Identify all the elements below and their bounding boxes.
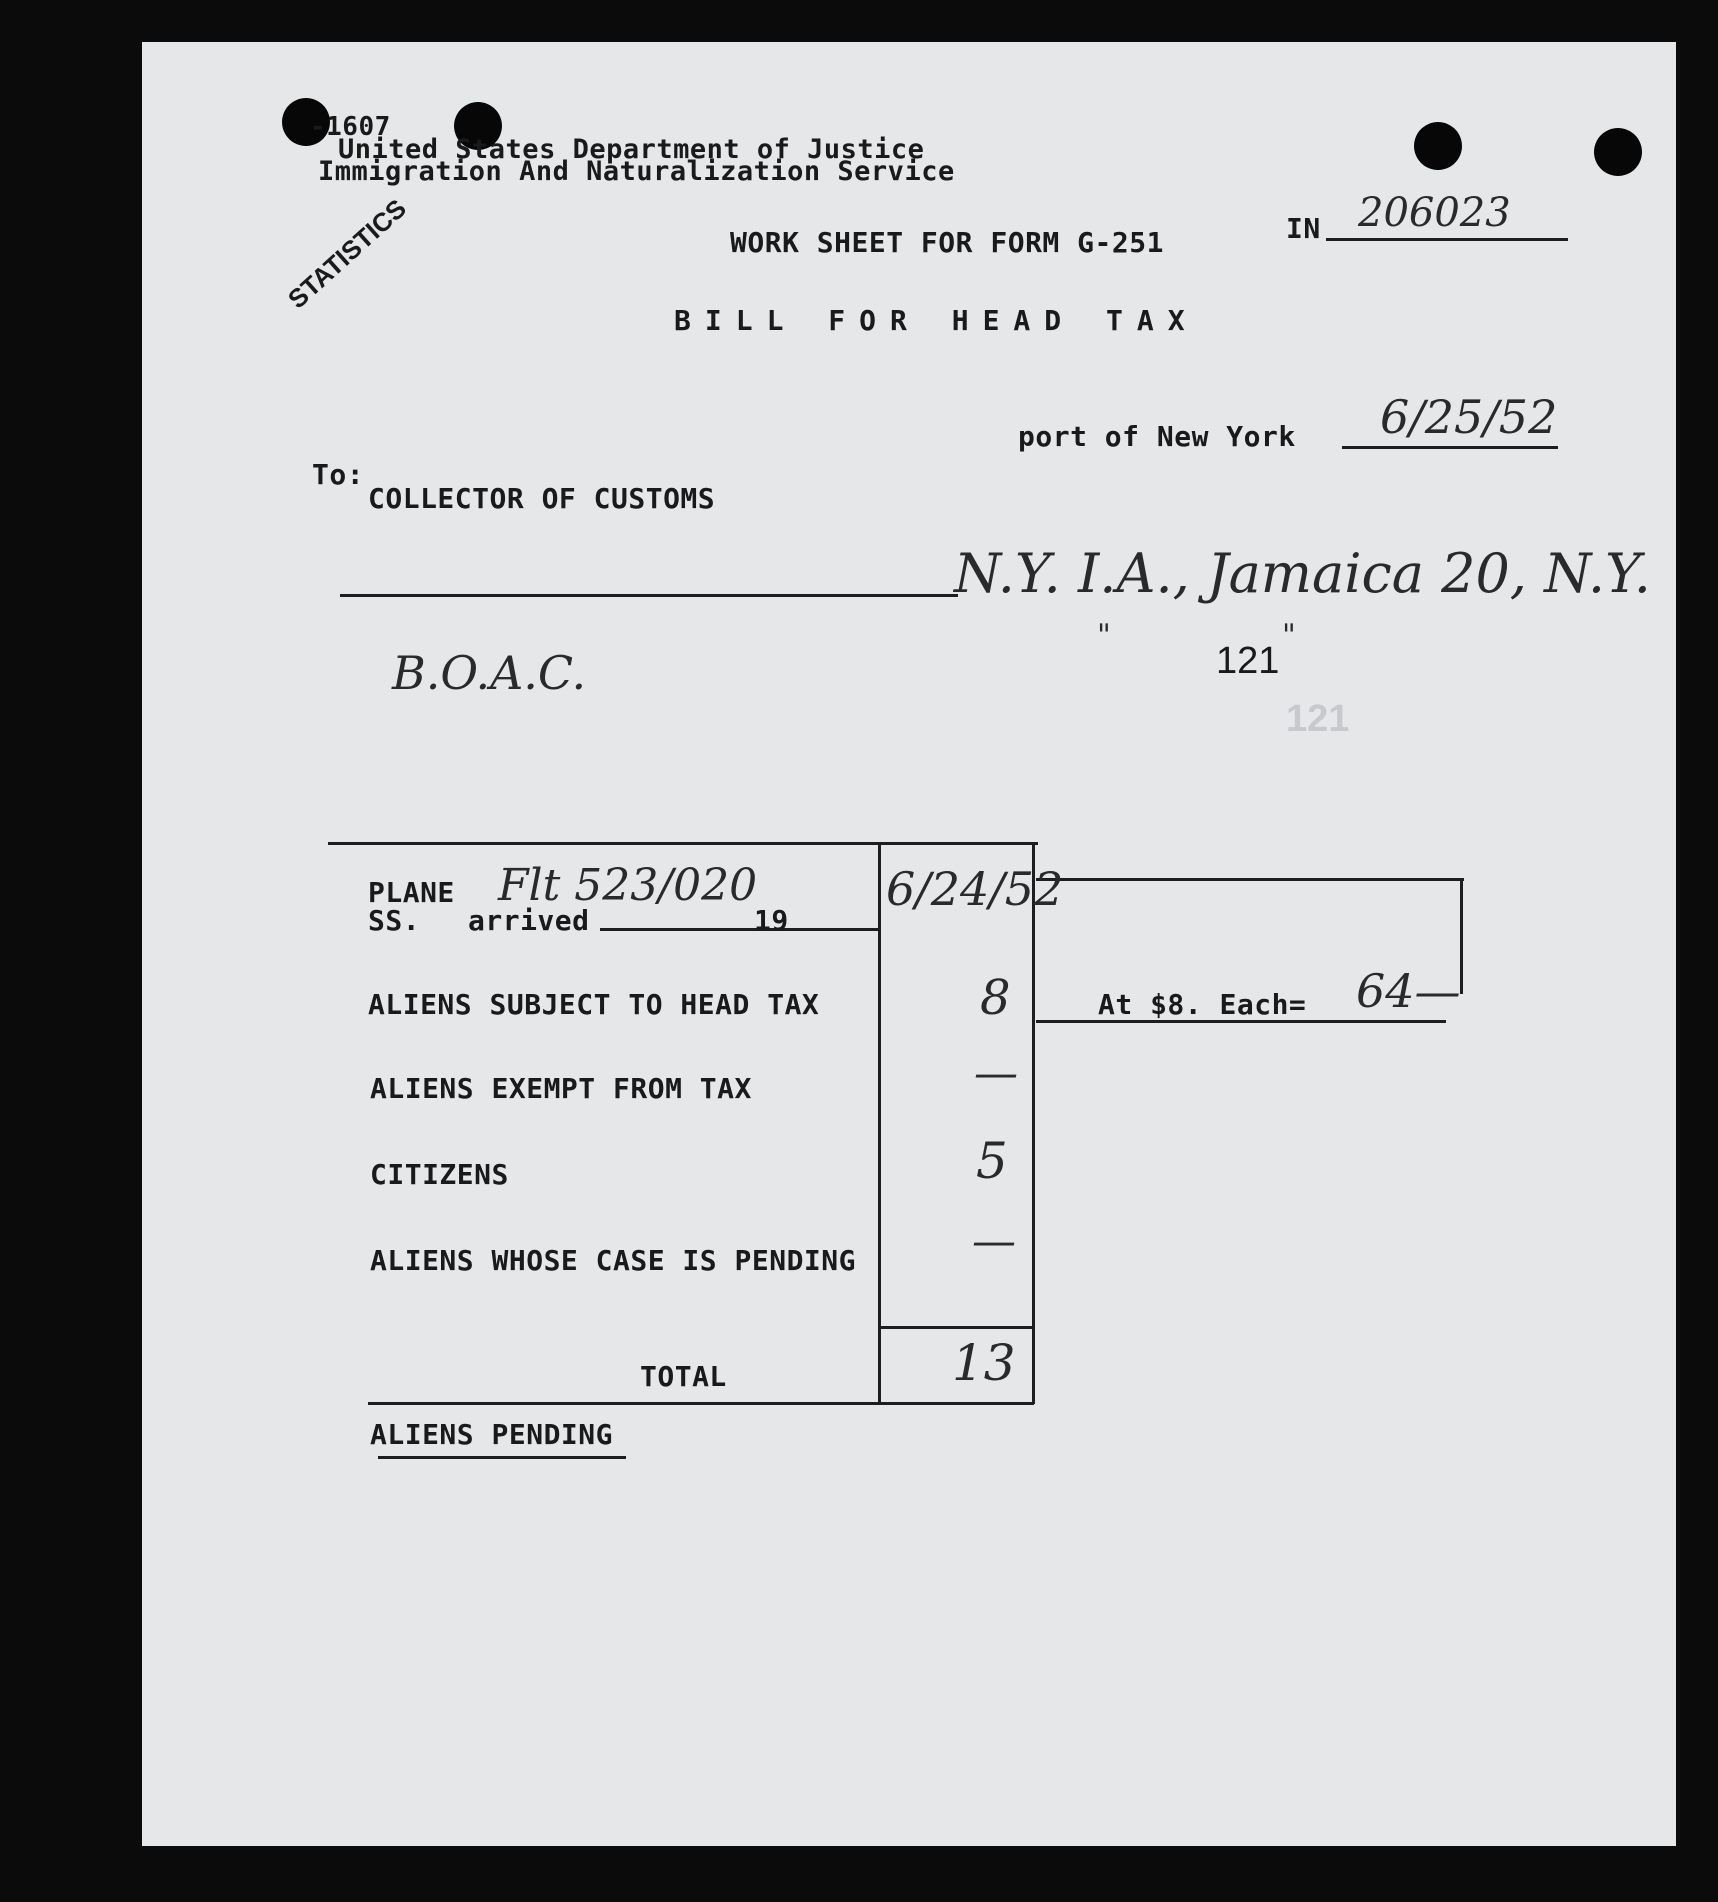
- service-name: Immigration And Naturalization Service: [318, 156, 955, 187]
- row-label-pending-cases: ALIENS WHOSE CASE IS PENDING: [370, 1244, 857, 1277]
- row-value-pending-cases: —: [972, 1216, 1016, 1267]
- faint-district-number: 121: [1286, 698, 1350, 740]
- total-label: TOTAL: [640, 1360, 727, 1393]
- bill-number-value: 206023: [1358, 190, 1511, 236]
- aliens-pending-label: ALIENS PENDING: [370, 1418, 614, 1451]
- rate-total: 64—: [1356, 964, 1461, 1018]
- port-label: port of New York: [1018, 420, 1296, 453]
- plane-label: PLANE: [368, 876, 455, 909]
- table-bottom-border: [368, 1402, 1034, 1405]
- collector-name: COLLECTOR OF CUSTOMS: [368, 482, 716, 515]
- row-value-citizens: 5: [976, 1132, 1008, 1190]
- department-name: United States Department of Justice: [338, 134, 925, 165]
- total-value: 13: [952, 1334, 1016, 1392]
- row-value-exempt: —: [974, 1048, 1018, 1099]
- bill-number-label: IN: [1286, 212, 1321, 245]
- table-top-border: [328, 842, 1038, 845]
- district-number: 121: [1216, 640, 1280, 682]
- rate-box-top-border: [1036, 878, 1464, 881]
- rate-label: At $8. Each=: [1098, 988, 1307, 1021]
- row-label-subject-to-tax: ALIENS SUBJECT TO HEAD TAX: [368, 988, 820, 1021]
- arrived-label: arrived: [468, 904, 590, 937]
- row-label-exempt: ALIENS EXEMPT FROM TAX: [370, 1072, 752, 1105]
- ditto-mark-right: ": [1282, 618, 1296, 653]
- bill-number-underline: [1326, 238, 1568, 241]
- year-prefix: 19: [754, 904, 789, 937]
- arrival-date: 6/24/52: [886, 862, 1064, 916]
- worksheet-title: WORK SHEET FOR FORM G-251: [730, 226, 1164, 259]
- statistics-stamp: STATISTICS: [282, 193, 412, 315]
- form-number: -1607: [310, 112, 391, 142]
- year-underline: [600, 928, 878, 931]
- row-value-subject-to-tax: 8: [980, 970, 1011, 1026]
- total-row-top-border: [878, 1326, 1034, 1329]
- collector-address-line: [340, 594, 958, 597]
- value-column-left-border: [878, 844, 881, 1404]
- carrier-name: B.O.A.C.: [392, 646, 587, 700]
- collector-address: N.Y. I.A., Jamaica 20, N.Y.: [954, 542, 1651, 605]
- document-sheet: [142, 42, 1676, 1846]
- ditto-mark-left: ": [1097, 618, 1111, 653]
- punch-hole-top-right: [1414, 122, 1462, 170]
- value-column-right-border: [1032, 844, 1035, 1404]
- aliens-pending-underline: [378, 1456, 626, 1459]
- port-date-underline: [1342, 446, 1558, 449]
- row-label-citizens: CITIZENS: [370, 1158, 509, 1191]
- punch-hole-top-right-2: [1594, 128, 1642, 176]
- to-label: To:: [312, 458, 365, 491]
- bill-title: BILL FOR HEAD TAX: [674, 304, 1199, 337]
- ss-label: SS.: [368, 904, 421, 937]
- plane-flight: Flt 523/020: [498, 860, 758, 911]
- port-date: 6/25/52: [1380, 390, 1558, 444]
